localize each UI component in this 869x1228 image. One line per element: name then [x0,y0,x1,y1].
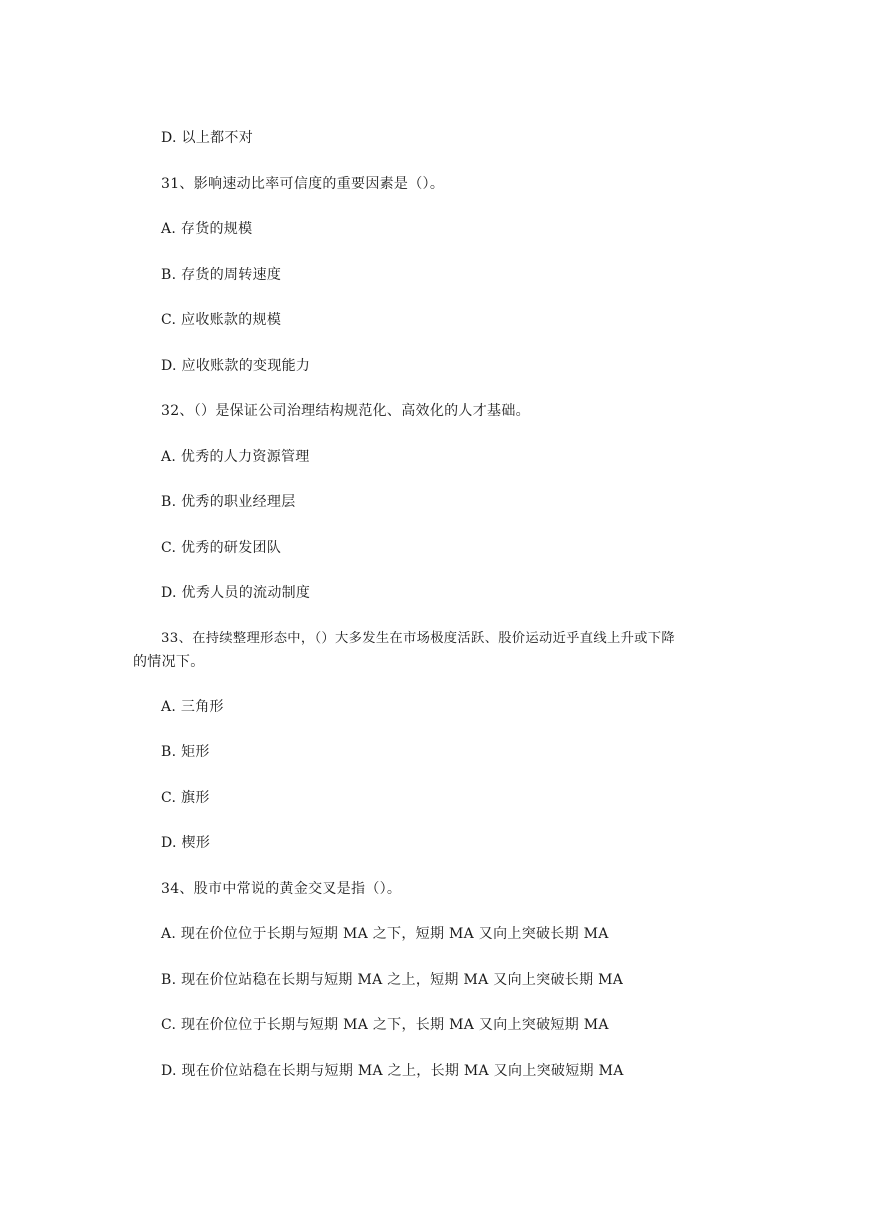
option-a-q34: A. 现在价位位于长期与短期 MA 之下，短期 MA 又向上突破长期 MA [161,926,609,942]
option-b-q33: B. 矩形 [161,744,210,760]
option-a-q33: A. 三角形 [161,699,224,715]
question-33-line-2: 的情况下。 [133,654,205,670]
option-d-q32: D. 优秀人员的流动制度 [161,585,311,601]
option-d-q34: D. 现在价位站稳在长期与短期 MA 之上，长期 MA 又向上突破短期 MA [161,1063,624,1079]
option-a-q32: A. 优秀的人力资源管理 [161,449,310,465]
option-a-q31: A. 存货的规模 [161,221,253,237]
question-32: 32、（）是保证公司治理结构规范化、高效化的人才基础。 [161,403,530,419]
option-b-q32: B. 优秀的职业经理层 [161,494,296,510]
question-33-line-1: 33、在持续整理形态中，（）大多发生在市场极度活跃、股价运动近乎直线上升或下降 [161,631,675,646]
option-b-q31: B. 存货的周转速度 [161,267,282,283]
option-d-q33: D. 楔形 [161,835,211,851]
option-c-q32: C. 优秀的研发团队 [161,540,282,556]
question-31: 31、影响速动比率可信度的重要因素是（）。 [161,176,445,192]
option-c-q31: C. 应收账款的规模 [161,312,282,328]
question-34: 34、股市中常说的黄金交叉是指（）。 [161,881,402,897]
option-c-q34: C. 现在价位位于长期与短期 MA 之下，长期 MA 又向上突破短期 MA [161,1017,609,1033]
option-b-q34: B. 现在价位站稳在长期与短期 MA 之上，短期 MA 又向上突破长期 MA [161,972,624,988]
option-c-q33: C. 旗形 [161,790,210,806]
option-d-q30: D. 以上都不对 [161,130,254,146]
option-d-q31: D. 应收账款的变现能力 [161,358,311,374]
